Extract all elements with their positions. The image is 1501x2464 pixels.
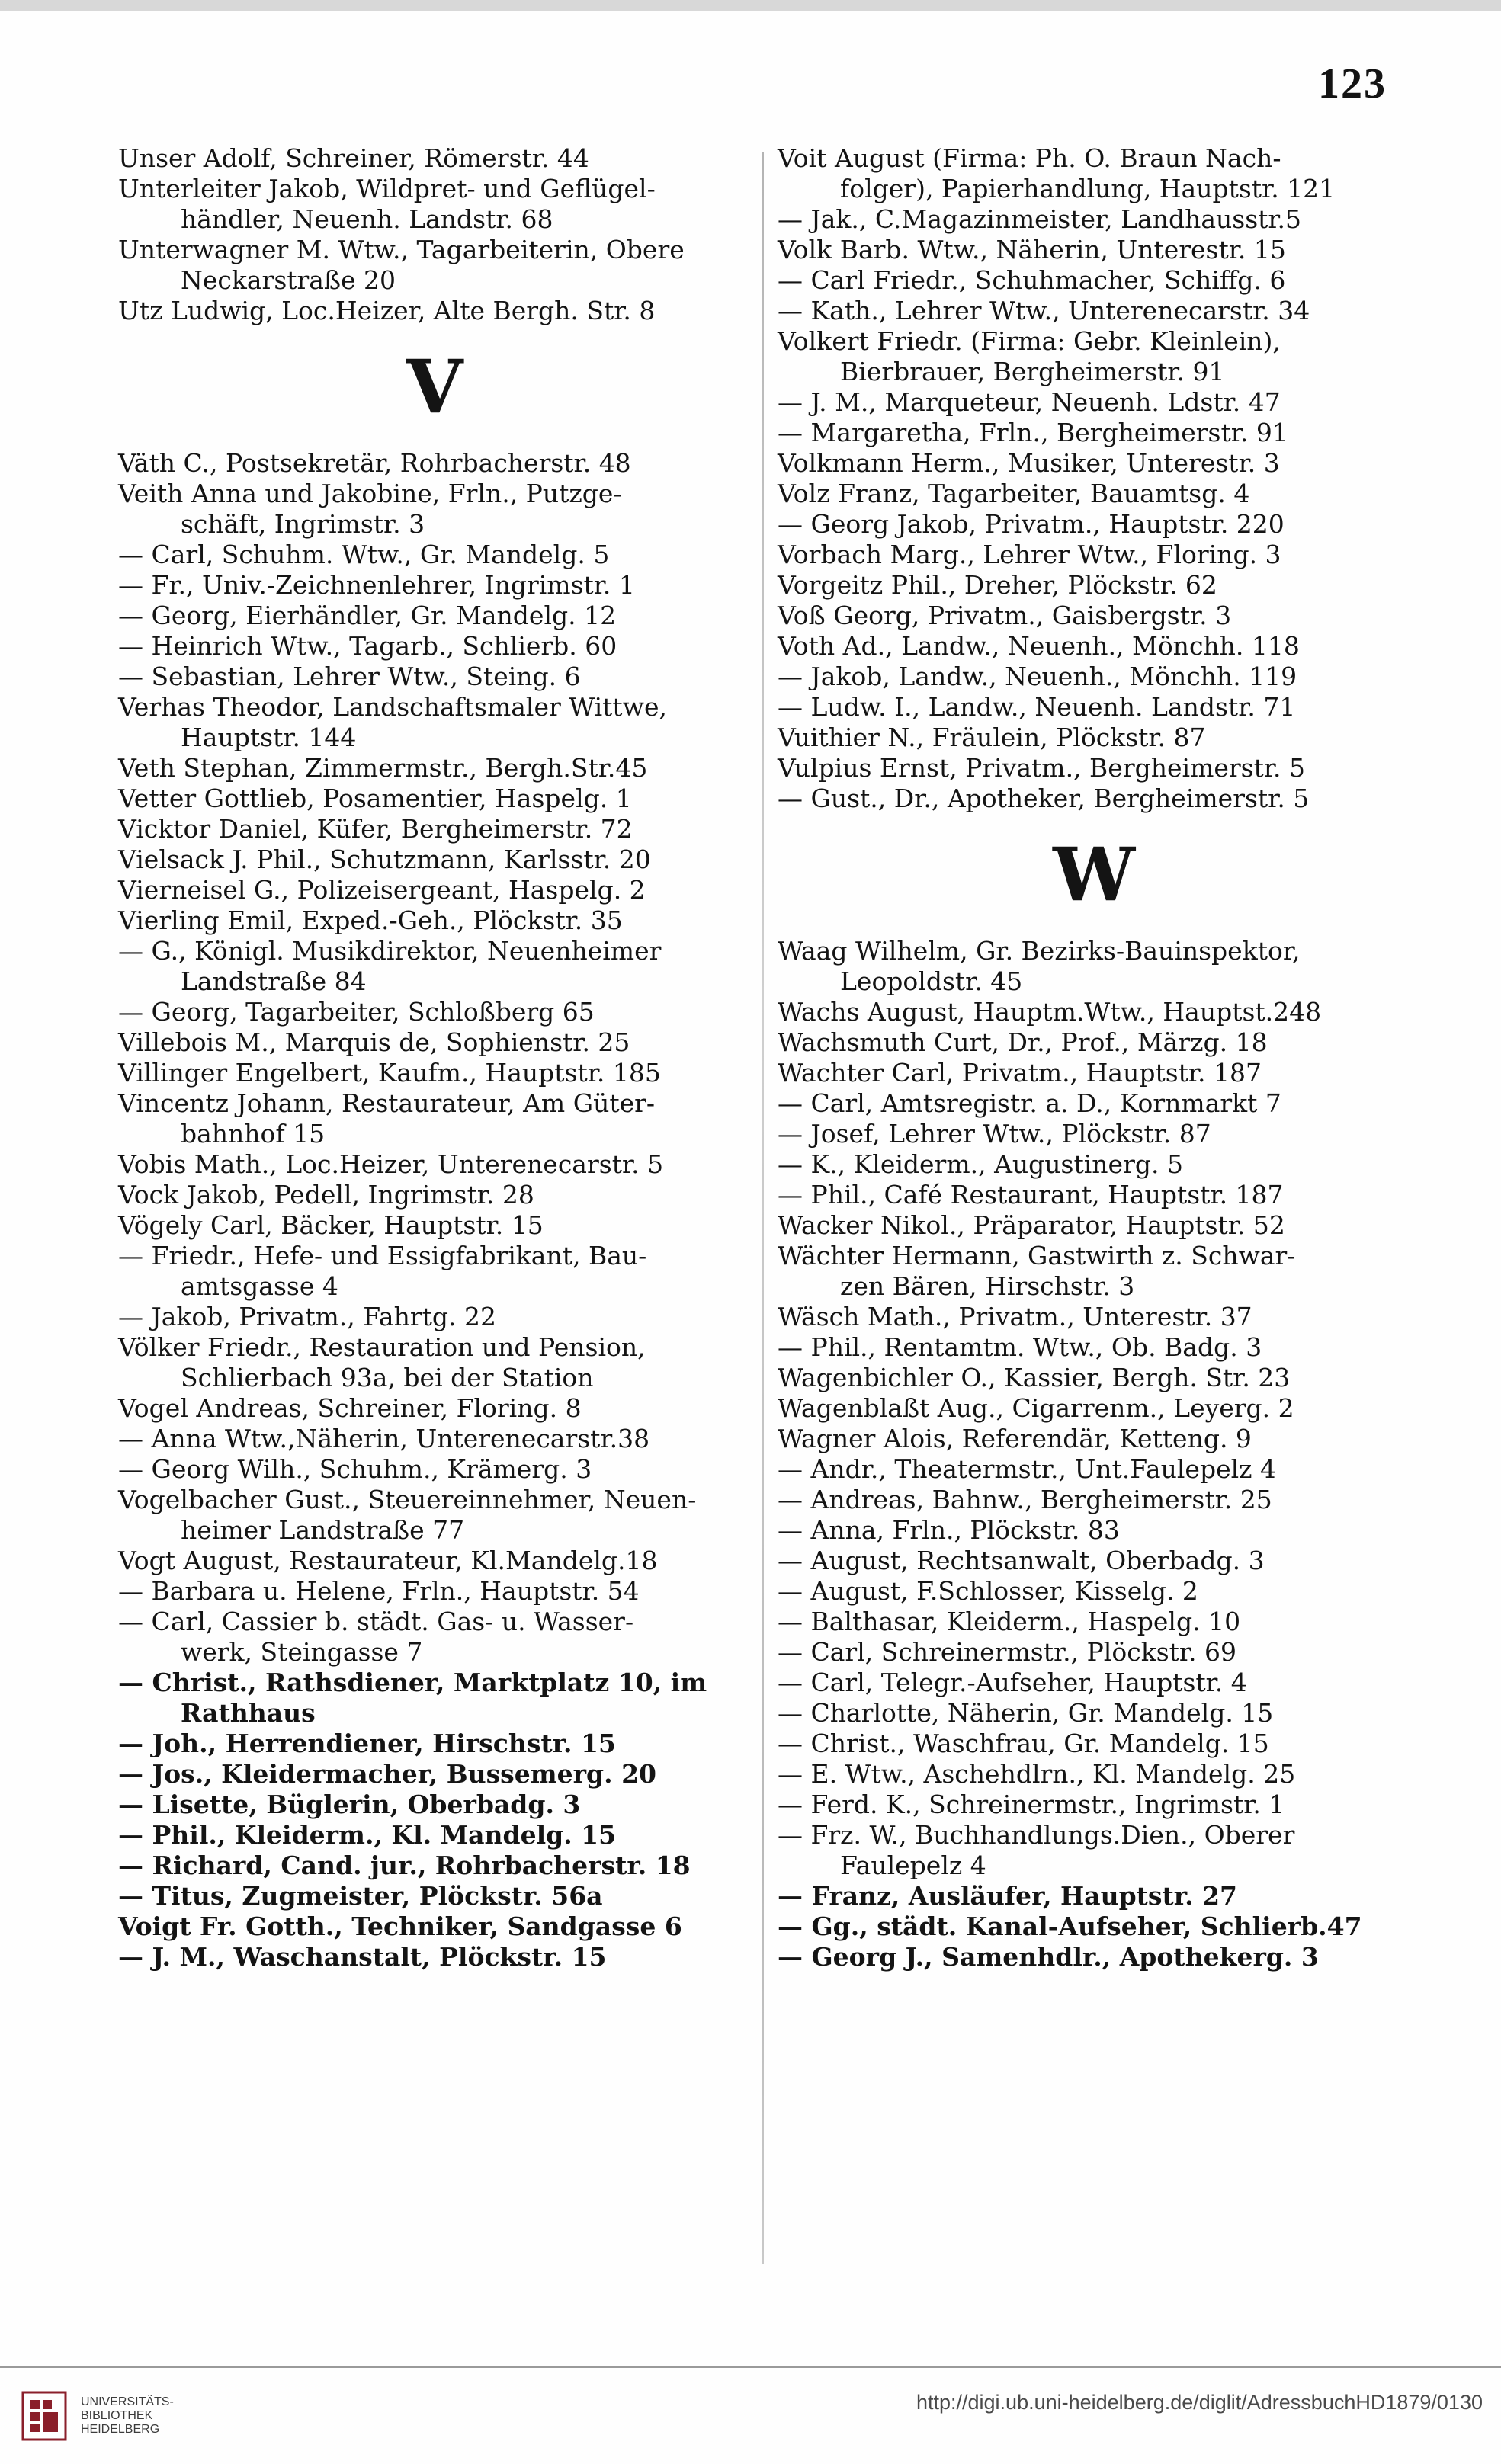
entry-line: Vock Jakob, Pedell, Ingrimstr. 28: [118, 1180, 534, 1210]
directory-entry: [778, 1668, 1410, 1698]
right-column: [778, 143, 1410, 1972]
scan-edge-strip: [0, 0, 1501, 11]
directory-entry: [118, 1668, 751, 1729]
directory-entry: [778, 265, 1410, 296]
entry-line: — K., Kleiderm., Augustinerg. 5: [778, 1149, 1183, 1179]
entry-line: — Georg J., Samenhdlr., Apothekerg. 3: [778, 1942, 1319, 1972]
directory-entry: [778, 1180, 1410, 1210]
directory-entry: [118, 1149, 751, 1180]
directory-entry: [778, 540, 1410, 570]
entry-line: — G., Königl. Musikdirektor, Neuenheimer: [118, 936, 662, 966]
directory-entry: [778, 1393, 1410, 1424]
entry-line: Vierneisel G., Polizeisergeant, Haspelg. 2: [118, 875, 646, 905]
directory-entry: [778, 235, 1410, 265]
entry-line: — Sebastian, Lehrer Wtw., Steing. 6: [118, 662, 581, 691]
directory-entry: [118, 753, 751, 783]
entry-line: — Georg, Eierhändler, Gr. Mandelg. 12: [118, 601, 617, 630]
entry-continuation-line: Faulepelz 4: [840, 1850, 986, 1880]
entry-continuation-line: folger), Papierhandlung, Hauptstr. 121: [840, 174, 1336, 203]
entry-line: Vorbach Marg., Lehrer Wtw., Floring. 3: [778, 540, 1281, 569]
entry-line: — Phil., Café Restaurant, Hauptstr. 187: [778, 1180, 1284, 1210]
entry-line: — Carl, Schreinermstr., Plöckstr. 69: [778, 1637, 1237, 1667]
directory-entry: [118, 875, 751, 905]
entry-continuation-line: händler, Neuenh. Landstr. 68: [181, 204, 553, 234]
entry-line: Vogelbacher Gust., Steuereinnehmer, Neuen-: [118, 1485, 697, 1514]
section-letter: V: [406, 344, 463, 430]
directory-entry: [118, 1820, 751, 1850]
entry-line: Wächter Hermann, Gastwirth z. Schwar-: [778, 1241, 1296, 1270]
directory-entry: [778, 1088, 1410, 1119]
entry-line: Volk Barb. Wtw., Näherin, Unterestr. 15: [778, 235, 1286, 264]
entry-line: — Kath., Lehrer Wtw., Unterenecarstr. 34: [778, 296, 1310, 325]
entry-line: Wäsch Math., Privatm., Unterestr. 37: [778, 1302, 1252, 1331]
entry-line: Voit August (Firma: Ph. O. Braun Nach-: [778, 143, 1281, 173]
library-logo: [21, 2386, 174, 2446]
source-url[interactable]: http://digi.ub.uni-heidelberg.de/diglit/AdressbuchHD1879/0130: [916, 2391, 1483, 2414]
entry-line: — Margaretha, Frln., Bergheimerstr. 91: [778, 418, 1288, 447]
entry-line: Utz Ludwig, Loc.Heizer, Alte Bergh. Str. 8: [118, 296, 656, 325]
entry-line: — Lisette, Büglerin, Oberbadg. 3: [118, 1790, 581, 1819]
directory-entry: [778, 570, 1410, 601]
entry-line: — Josef, Lehrer Wtw., Plöckstr. 87: [778, 1119, 1211, 1149]
entry-line: Wacker Nikol., Präparator, Hauptstr. 52: [778, 1210, 1285, 1240]
directory-entry: [778, 1759, 1410, 1790]
directory-entry: [778, 601, 1410, 631]
entry-line: Väth C., Postsekretär, Rohrbacherstr. 48: [118, 448, 631, 478]
entry-line: — Franz, Ausläufer, Hauptstr. 27: [778, 1881, 1238, 1911]
entry-line: Voigt Fr. Gotth., Techniker, Sandgasse 6: [118, 1911, 682, 1941]
directory-entry: [118, 1332, 751, 1393]
directory-entry: [118, 1393, 751, 1424]
directory-entry: [778, 1424, 1410, 1454]
directory-entry: [118, 692, 751, 753]
entry-line: — Georg Wilh., Schuhm., Krämerg. 3: [118, 1454, 592, 1484]
entry-continuation-line: Leopoldstr. 45: [840, 966, 1023, 996]
directory-entry: [118, 997, 751, 1027]
directory-entry: [778, 1149, 1410, 1180]
entry-line: — Anna, Frln., Plöckstr. 83: [778, 1515, 1120, 1545]
directory-entry: [118, 1088, 751, 1149]
left-column: [118, 143, 751, 1972]
entry-line: — Charlotte, Näherin, Gr. Mandelg. 15: [778, 1698, 1274, 1728]
directory-entry: [778, 1363, 1410, 1393]
entry-line: Volkmann Herm., Musiker, Unterestr. 3: [778, 448, 1280, 478]
directory-entry: [118, 631, 751, 662]
directory-entry: [778, 1729, 1410, 1759]
entry-line: — Jakob, Privatm., Fahrtg. 22: [118, 1302, 496, 1331]
entry-line: Voß Georg, Privatm., Gaisbergstr. 3: [778, 601, 1232, 630]
entry-line: Wagenbichler O., Kassier, Bergh. Str. 23: [778, 1363, 1291, 1392]
directory-entry: [778, 1119, 1410, 1149]
directory-entry: [118, 1302, 751, 1332]
directory-entry: [778, 1485, 1410, 1515]
entry-continuation-line: bahnhof 15: [181, 1119, 326, 1149]
entry-continuation-line: schäft, Ingrimstr. 3: [181, 509, 425, 539]
entry-line: Vogt August, Restaurateur, Kl.Mandelg.18: [118, 1546, 658, 1575]
directory-entry: [778, 692, 1410, 723]
directory-entry: [778, 1302, 1410, 1332]
directory-entry: [778, 1332, 1410, 1363]
entry-continuation-line: heimer Landstraße 77: [181, 1515, 465, 1545]
directory-entry: [778, 1942, 1410, 1972]
column-divider: [762, 152, 764, 2264]
directory-entry: [118, 143, 751, 174]
entry-line: — Joh., Herrendiener, Hirschstr. 15: [118, 1729, 616, 1758]
directory-entry: [118, 1759, 751, 1790]
directory-entry: [118, 844, 751, 875]
entry-line: Vulpius Ernst, Privatm., Bergheimerstr. 5: [778, 753, 1305, 783]
directory-entry: [118, 814, 751, 844]
entry-line: — Carl, Telegr.-Aufseher, Hauptstr. 4: [778, 1668, 1247, 1697]
directory-entry: [778, 1881, 1410, 1911]
directory-entry: [778, 326, 1410, 387]
entry-line: — Andr., Theatermstr., Unt.Faulepelz 4: [778, 1454, 1277, 1484]
directory-entry: [778, 1698, 1410, 1729]
entry-line: — Barbara u. Helene, Frln., Hauptstr. 54: [118, 1576, 640, 1606]
entry-continuation-line: Landstraße 84: [181, 966, 367, 996]
entry-line: — Carl, Cassier b. städt. Gas- u. Wasser-: [118, 1607, 634, 1636]
entry-line: — Phil., Rentamtm. Wtw., Ob. Badg. 3: [778, 1332, 1262, 1362]
entry-line: Vuithier N., Fräulein, Plöckstr. 87: [778, 723, 1206, 752]
entry-line: Unser Adolf, Schreiner, Römerstr. 44: [118, 143, 589, 173]
entry-line: Vicktor Daniel, Küfer, Bergheimerstr. 72: [118, 814, 633, 844]
entry-line: Verhas Theodor, Landschaftsmaler Wittwe,: [118, 692, 667, 722]
entry-line: — Carl, Schuhm. Wtw., Gr. Mandelg. 5: [118, 540, 610, 569]
directory-entry: [118, 296, 751, 326]
directory-entry: [118, 1058, 751, 1088]
directory-entry: [118, 1546, 751, 1576]
directory-entry: [778, 418, 1410, 448]
directory-entry: [778, 662, 1410, 692]
entry-line: Wachs August, Hauptm.Wtw., Hauptst.248: [778, 997, 1322, 1027]
directory-entry: [118, 1729, 751, 1759]
entry-line: — Gust., Dr., Apotheker, Bergheimerstr. 5: [778, 783, 1310, 813]
entry-line: — Christ., Waschfrau, Gr. Mandelg. 15: [778, 1729, 1269, 1758]
entry-line: Vetter Gottlieb, Posamentier, Haspelg. 1: [118, 783, 632, 813]
entry-line: Vincentz Johann, Restaurateur, Am Güter-: [118, 1088, 656, 1118]
entry-line: Vorgeitz Phil., Dreher, Plöckstr. 62: [778, 570, 1217, 600]
entry-line: — Ferd. K., Schreinermstr., Ingrimstr. 1: [778, 1790, 1285, 1819]
directory-entry: [118, 570, 751, 601]
entry-line: — Christ., Rathsdiener, Marktplatz 10, im: [118, 1668, 707, 1697]
directory-entry: [118, 1454, 751, 1485]
directory-entry: [778, 1546, 1410, 1576]
directory-entry: [778, 204, 1410, 235]
directory-entry: [118, 1942, 751, 1972]
directory-entry: [778, 997, 1410, 1027]
entry-line: Volkert Friedr. (Firma: Gebr. Kleinlein),: [778, 326, 1281, 356]
entry-line: — Phil., Kleiderm., Kl. Mandelg. 15: [118, 1820, 617, 1850]
entry-line: — Anna Wtw.,Näherin, Unterenecarstr.38: [118, 1424, 650, 1453]
entry-line: Vogel Andreas, Schreiner, Floring. 8: [118, 1393, 582, 1423]
directory-entry: [778, 631, 1410, 662]
entry-continuation-line: werk, Steingasse 7: [181, 1637, 423, 1667]
entry-line: Waag Wilhelm, Gr. Bezirks-Bauinspektor,: [778, 936, 1301, 966]
directory-entry: [118, 936, 751, 997]
entry-continuation-line: Hauptstr. 144: [181, 723, 357, 752]
directory-entry: [778, 143, 1410, 204]
entry-line: — Carl, Amtsregistr. a. D., Kornmarkt 7: [778, 1088, 1281, 1118]
directory-entry: [118, 1180, 751, 1210]
directory-entry: [118, 1027, 751, 1058]
entry-line: Veth Stephan, Zimmermstr., Bergh.Str.45: [118, 753, 648, 783]
directory-entry: [118, 1607, 751, 1668]
entry-line: — J. M., Waschanstalt, Plöckstr. 15: [118, 1942, 607, 1972]
entry-line: — Richard, Cand. jur., Rohrbacherstr. 18: [118, 1850, 691, 1880]
directory-entry: [778, 1027, 1410, 1058]
entry-continuation-line: Neckarstraße 20: [181, 265, 396, 295]
directory-entry: [118, 174, 751, 235]
directory-entry: [778, 1637, 1410, 1668]
directory-entry: [118, 1850, 751, 1881]
directory-entry: [778, 1454, 1410, 1485]
entry-continuation-line: Bierbrauer, Bergheimerstr. 91: [840, 357, 1225, 386]
directory-entry: [778, 1911, 1410, 1942]
directory-entry: [118, 1911, 751, 1942]
directory-entry: [778, 509, 1410, 540]
entry-line: Unterwagner M. Wtw., Tagarbeiterin, Obere: [118, 235, 685, 264]
entry-continuation-line: Schlierbach 93a, bei der Station: [181, 1363, 594, 1392]
directory-entry: [778, 1515, 1410, 1546]
directory-entry: [778, 387, 1410, 418]
directory-entry: [118, 1485, 751, 1546]
directory-entry: [778, 753, 1410, 783]
directory-entry: [118, 601, 751, 631]
entry-line: — Gg., städt. Kanal-Aufseher, Schlierb.47: [778, 1911, 1362, 1941]
entry-line: Voth Ad., Landw., Neuenh., Mönchh. 118: [778, 631, 1300, 661]
entry-line: — Friedr., Hefe- und Essigfabrikant, Bau-: [118, 1241, 647, 1270]
entry-line: — Georg Jakob, Privatm., Hauptstr. 220: [778, 509, 1285, 539]
directory-entry: [778, 448, 1410, 479]
entry-continuation-line: Rathhaus: [181, 1698, 316, 1728]
directory-entry: [778, 479, 1410, 509]
entry-line: — August, Rechtsanwalt, Oberbadg. 3: [778, 1546, 1265, 1575]
entry-line: Vielsack J. Phil., Schutzmann, Karlsstr. 20: [118, 844, 651, 874]
entry-line: Vögely Carl, Bäcker, Hauptstr. 15: [118, 1210, 544, 1240]
directory-entry: [118, 235, 751, 296]
page-footer: [0, 2366, 1501, 2464]
entry-line: — E. Wtw., Aschehdlrn., Kl. Mandelg. 25: [778, 1759, 1296, 1789]
directory-entry: [118, 1790, 751, 1820]
page-number: 123: [1318, 60, 1387, 107]
entry-line: — August, F.Schlosser, Kisselg. 2: [778, 1576, 1198, 1606]
entry-line: Unterleiter Jakob, Wildpret- und Geflügel-: [118, 174, 656, 203]
directory-entry: [778, 723, 1410, 753]
directory-entry: [118, 540, 751, 570]
entry-line: Veith Anna und Jakobine, Frln., Putzge-: [118, 479, 622, 508]
directory-entry: [118, 1881, 751, 1911]
entry-line: Vierling Emil, Exped.-Geh., Plöckstr. 35: [118, 905, 623, 935]
entry-line: Villebois M., Marquis de, Sophienstr. 25: [118, 1027, 630, 1057]
entry-line: — Carl Friedr., Schuhmacher, Schiffg. 6: [778, 265, 1286, 295]
entry-line: — Titus, Zugmeister, Plöckstr. 56a: [118, 1881, 603, 1911]
directory-entry: [778, 1058, 1410, 1088]
entry-line: — Frz. W., Buchhandlungs.Dien., Oberer: [778, 1820, 1295, 1850]
entry-line: Wachter Carl, Privatm., Hauptstr. 187: [778, 1058, 1262, 1088]
directory-entry: [778, 783, 1410, 814]
directory-entry: [778, 936, 1410, 997]
directory-entry: [118, 662, 751, 692]
entry-line: Wachsmuth Curt, Dr., Prof., Märzg. 18: [778, 1027, 1268, 1057]
section-letter: W: [1053, 831, 1135, 918]
entry-line: — Jos., Kleidermacher, Bussemerg. 20: [118, 1759, 657, 1789]
entry-line: Wagenblaßt Aug., Cigarrenm., Leyerg. 2: [778, 1393, 1294, 1423]
entry-line: Villinger Engelbert, Kaufm., Hauptstr. 185: [118, 1058, 661, 1088]
directory-entry: [778, 1790, 1410, 1820]
directory-entry: [118, 448, 751, 479]
directory-entry: [118, 783, 751, 814]
entry-line: — Ludw. I., Landw., Neuenh. Landstr. 71: [778, 692, 1296, 722]
directory-entry: [778, 1820, 1410, 1881]
entry-line: — Andreas, Bahnw., Bergheimerstr. 25: [778, 1485, 1272, 1514]
entry-line: — Jakob, Landw., Neuenh., Mönchh. 119: [778, 662, 1297, 691]
entry-line: Vobis Math., Loc.Heizer, Unterenecarstr. 5: [118, 1149, 664, 1179]
entry-line: — Jak., C.Magazinmeister, Landhausstr.5: [778, 204, 1302, 234]
library-seal-icon: [21, 2391, 67, 2441]
directory-entry: [778, 1210, 1410, 1241]
directory-entry: [118, 1576, 751, 1607]
entry-line: Völker Friedr., Restauration und Pension,: [118, 1332, 646, 1362]
directory-entry: [118, 479, 751, 540]
entry-line: — Fr., Univ.-Zeichnenlehrer, Ingrimstr. 1: [118, 570, 635, 600]
entry-continuation-line: zen Bären, Hirschstr. 3: [840, 1271, 1135, 1301]
directory-entry: [778, 1241, 1410, 1302]
entry-continuation-line: amtsgasse 4: [181, 1271, 338, 1301]
directory-entry: [118, 1241, 751, 1302]
directory-entry: [118, 1210, 751, 1241]
entry-line: — Balthasar, Kleiderm., Haspelg. 10: [778, 1607, 1241, 1636]
entry-line: — Georg, Tagarbeiter, Schloßberg 65: [118, 997, 595, 1027]
entry-line: Volz Franz, Tagarbeiter, Bauamtsg. 4: [778, 479, 1250, 508]
directory-entry: [778, 1607, 1410, 1637]
directory-entry: [118, 905, 751, 936]
entry-line: — Heinrich Wtw., Tagarb., Schlierb. 60: [118, 631, 617, 661]
directory-entry: [778, 296, 1410, 326]
directory-entry: [778, 1576, 1410, 1607]
entry-line: — J. M., Marqueteur, Neuenh. Ldstr. 47: [778, 387, 1281, 417]
entry-line: Wagner Alois, Referendär, Ketteng. 9: [778, 1424, 1252, 1453]
library-name: UNIVERSITÄTS- BIBLIOTHEK HEIDELBERG: [81, 2395, 174, 2436]
directory-entry: [118, 1424, 751, 1454]
